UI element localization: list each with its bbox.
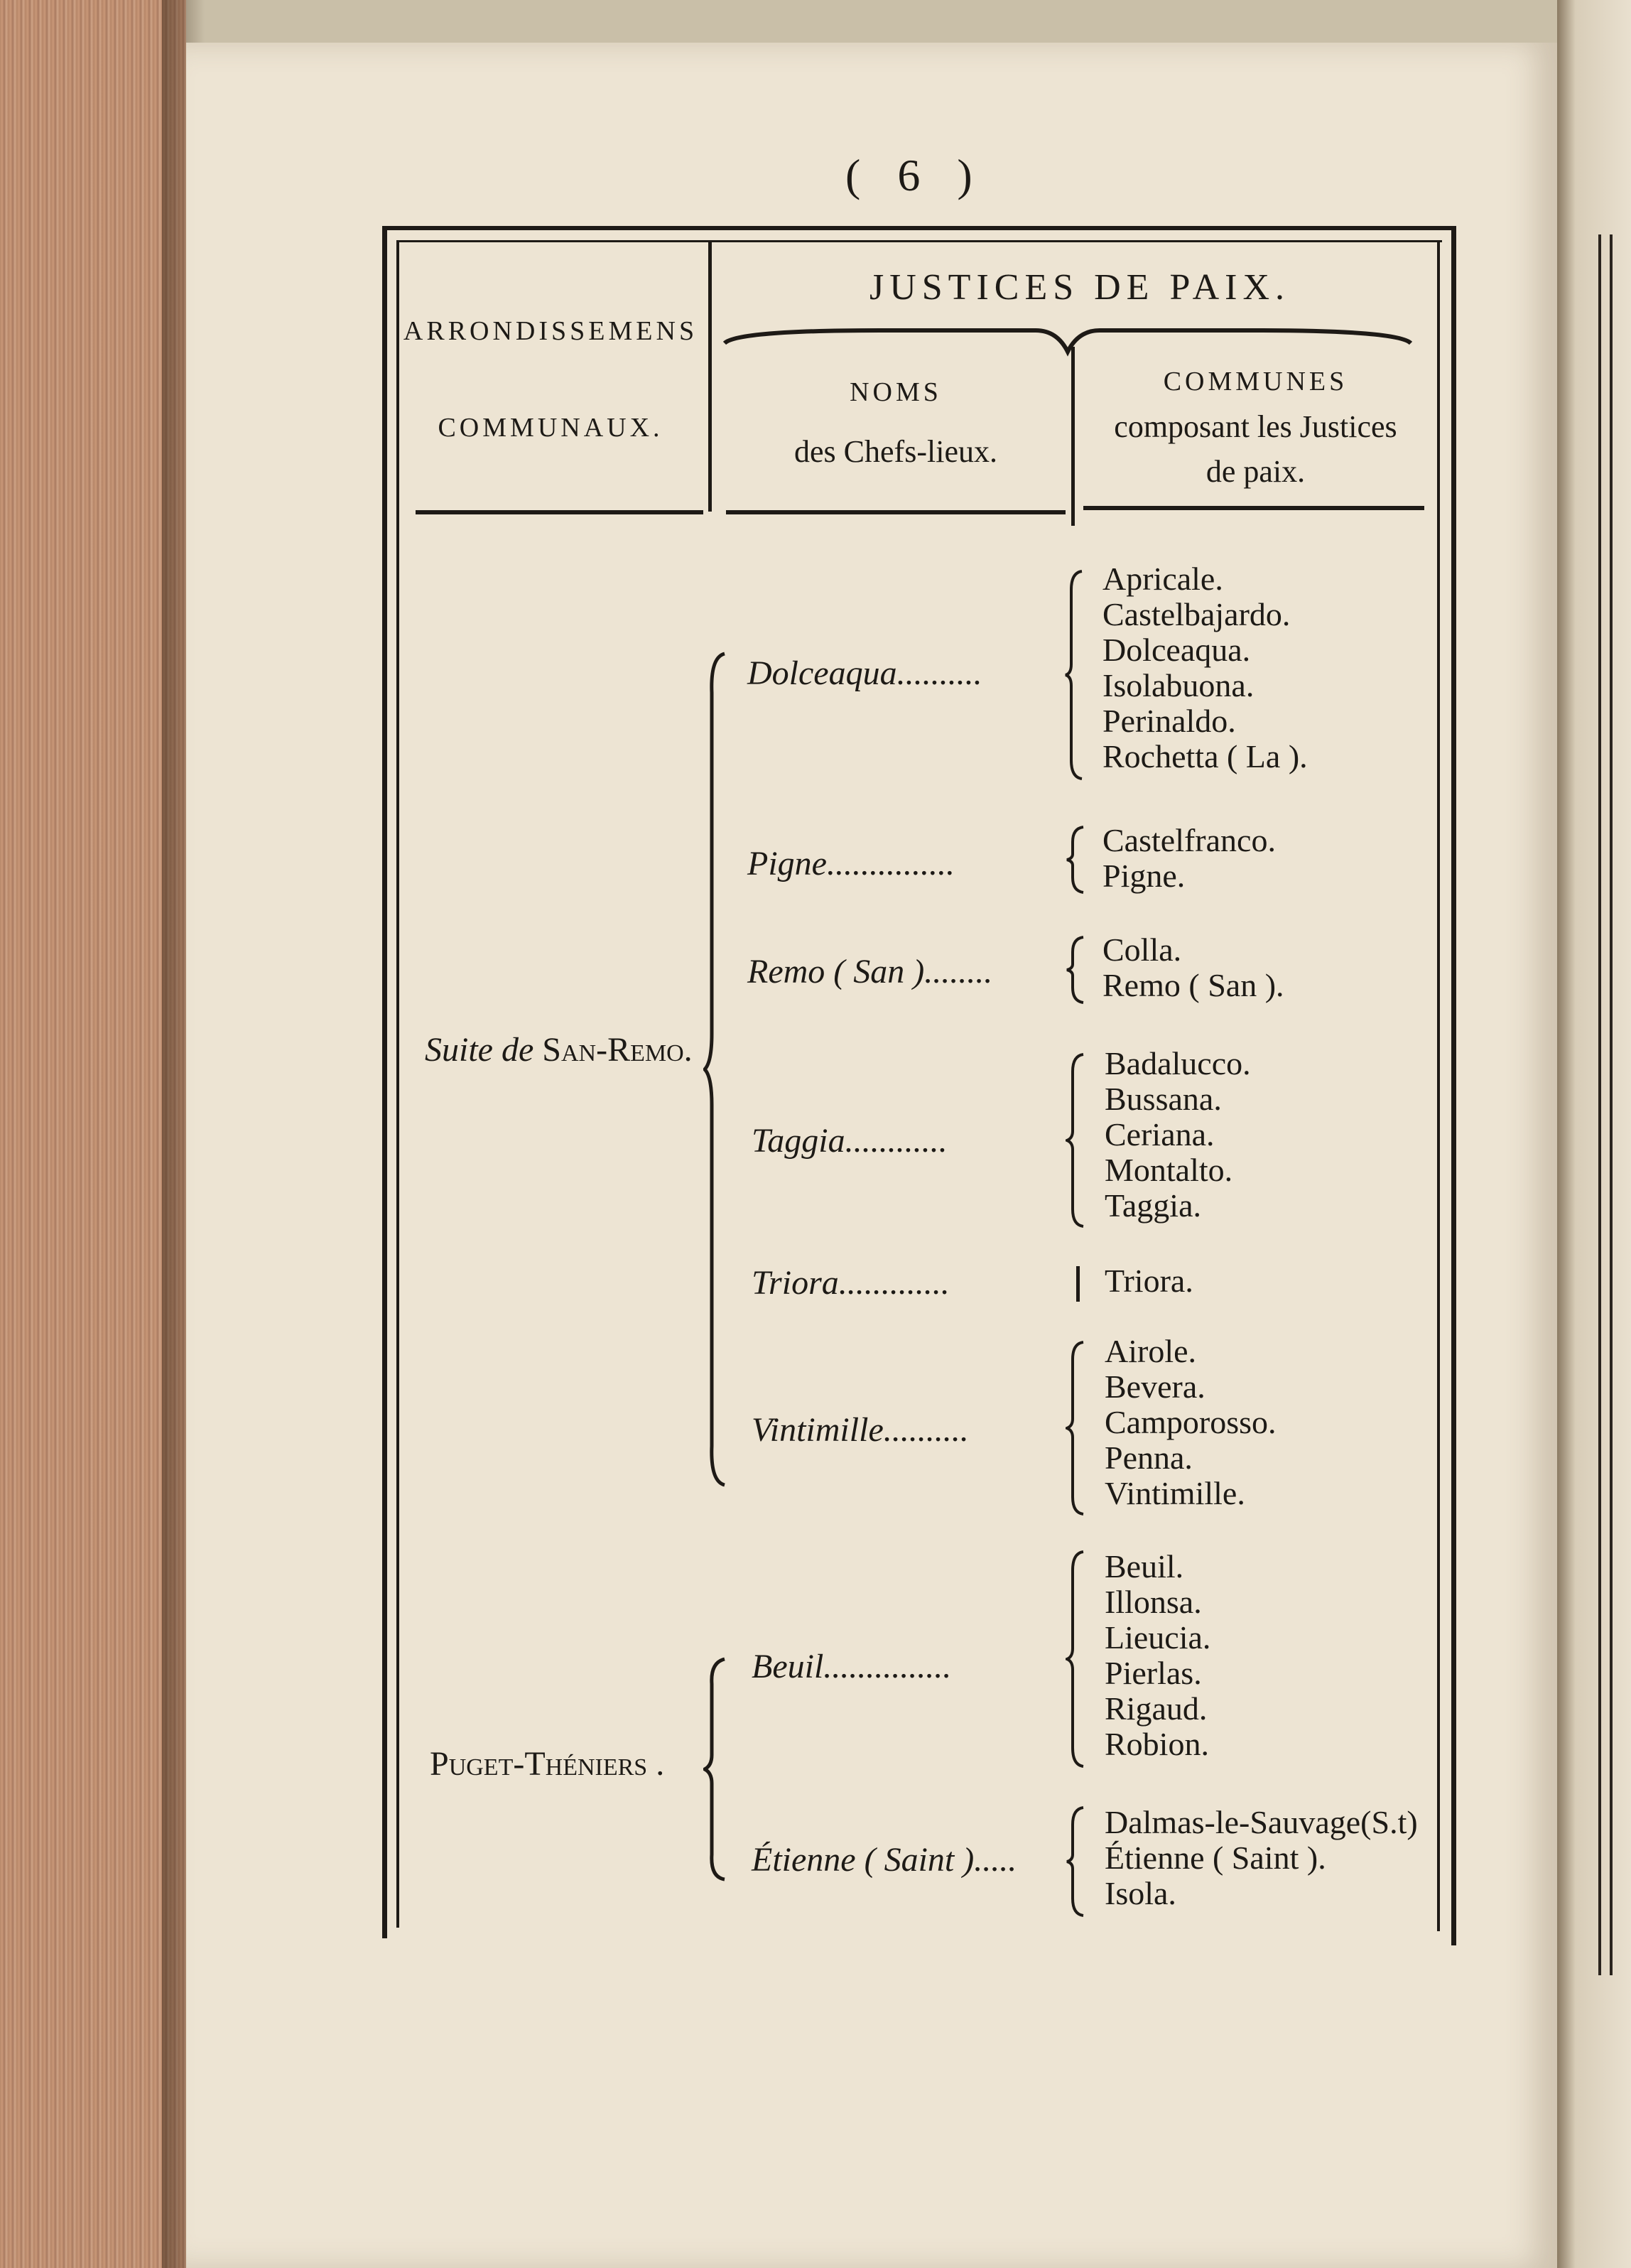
chef-lieu-beuil: Beuil............... [752, 1648, 952, 1685]
commune-brace [1066, 1805, 1087, 1918]
commune: Airole. [1105, 1333, 1197, 1369]
column-divider-arr [708, 242, 712, 512]
header-justices-de-paix: JUSTICES DE PAIX. [869, 267, 1291, 308]
chef-lieu-etienne: Étienne ( Saint )..... [752, 1841, 1017, 1879]
arrondissement-name: San-Remo. [542, 1031, 693, 1069]
header-rule-arr [416, 510, 703, 514]
arrondissement-brace-puget [703, 1656, 732, 1883]
header-de-paix: de paix. [1205, 454, 1306, 489]
commune: Colla. [1102, 932, 1182, 968]
table-left-border [382, 226, 387, 1938]
table-right-border [1451, 226, 1456, 1945]
arrondissement-name: Puget-Théniers . [430, 1745, 665, 1783]
commune: Castelbajardo. [1102, 596, 1291, 632]
header-arrondissements: ARRONDISSEMENS [403, 316, 698, 346]
header-rule-communes [1083, 506, 1424, 510]
commune: Triora. [1105, 1263, 1193, 1299]
commune: Vintimille. [1105, 1475, 1245, 1511]
chef-lieu-vintimille: Vintimille.......... [752, 1411, 969, 1449]
commune: Ceriana. [1105, 1116, 1215, 1152]
commune: Robion. [1105, 1726, 1209, 1762]
header-communaux: COMMUNAUX. [438, 413, 663, 443]
commune: Remo ( San ). [1102, 967, 1284, 1003]
table-right-border-inner [1437, 240, 1440, 1931]
commune: Taggia. [1105, 1187, 1202, 1224]
commune: Apricale. [1102, 561, 1223, 597]
commune: Bussana. [1105, 1081, 1222, 1117]
commune-brace [1066, 1339, 1087, 1517]
commune: Camporosso. [1105, 1404, 1277, 1440]
arrondissement-san-remo [425, 1030, 693, 1069]
commune: Penna. [1105, 1440, 1193, 1476]
commune-brace [1066, 824, 1087, 895]
commune-list [1105, 1334, 1277, 1511]
chef-lieu-taggia: Taggia............ [752, 1122, 948, 1160]
header-brace [723, 323, 1412, 359]
commune: Perinaldo. [1102, 703, 1236, 739]
commune: Pierlas. [1105, 1655, 1202, 1691]
arrondissement-brace-san-remo [703, 650, 732, 1489]
chef-lieu-pigne: Pigne............... [747, 845, 955, 882]
commune: Lieucia. [1105, 1619, 1211, 1656]
commune: Dolceaqua. [1102, 632, 1251, 668]
commune-brace [1066, 1549, 1087, 1769]
table-left-border-inner [396, 240, 399, 1928]
commune-brace [1066, 1052, 1087, 1229]
column-divider-communes [1071, 347, 1075, 526]
commune-brace [1064, 568, 1085, 782]
commune: Dalmas-le-Sauvage(S.t) [1105, 1804, 1418, 1840]
commune-brace [1066, 934, 1087, 1005]
arrondissement-puget-theniers [430, 1744, 664, 1783]
commune: Bevera. [1105, 1368, 1205, 1405]
header-noms: NOMS [850, 377, 942, 407]
commune: Illonsa. [1105, 1584, 1202, 1620]
commune: Castelfranco. [1102, 822, 1276, 858]
chef-lieu-triora: Triora............. [752, 1264, 950, 1302]
next-page-frame [1598, 234, 1613, 1975]
commune: Badalucco. [1105, 1045, 1251, 1081]
page-number: ( 6 ) [845, 150, 985, 200]
commune: Beuil. [1105, 1548, 1184, 1584]
commune-list [1105, 1263, 1193, 1299]
header-chefs-lieux: des Chefs-lieux. [794, 434, 997, 469]
header-communes: COMMUNES [1163, 367, 1348, 396]
commune-list [1105, 1549, 1210, 1762]
header-composant: composant les Justices [1114, 409, 1397, 444]
commune-list [1105, 1046, 1251, 1224]
commune-list [1102, 561, 1308, 774]
book-spine-edge [0, 0, 186, 2268]
commune: Pigne. [1102, 858, 1186, 894]
commune-list [1102, 932, 1284, 1003]
arrondissement-prefix: Suite de [425, 1031, 534, 1069]
chef-lieu-dolceaqua: Dolceaqua.......... [747, 654, 982, 692]
commune-list [1102, 823, 1276, 894]
single-commune-bar [1076, 1266, 1080, 1302]
commune: Isola. [1105, 1875, 1176, 1911]
commune: Montalto. [1105, 1152, 1233, 1188]
commune-list [1105, 1805, 1418, 1911]
commune: Isolabuona. [1102, 667, 1255, 703]
header-rule-chefs [726, 510, 1066, 514]
commune: Étienne ( Saint ). [1105, 1840, 1326, 1876]
commune: Rigaud. [1105, 1690, 1208, 1727]
chef-lieu-remo: Remo ( San )........ [747, 953, 993, 990]
next-page-edge [1557, 0, 1631, 2268]
table-top-border-inner [396, 240, 1442, 242]
commune: Rochetta ( La ). [1102, 738, 1308, 774]
table-top-border [382, 226, 1456, 230]
